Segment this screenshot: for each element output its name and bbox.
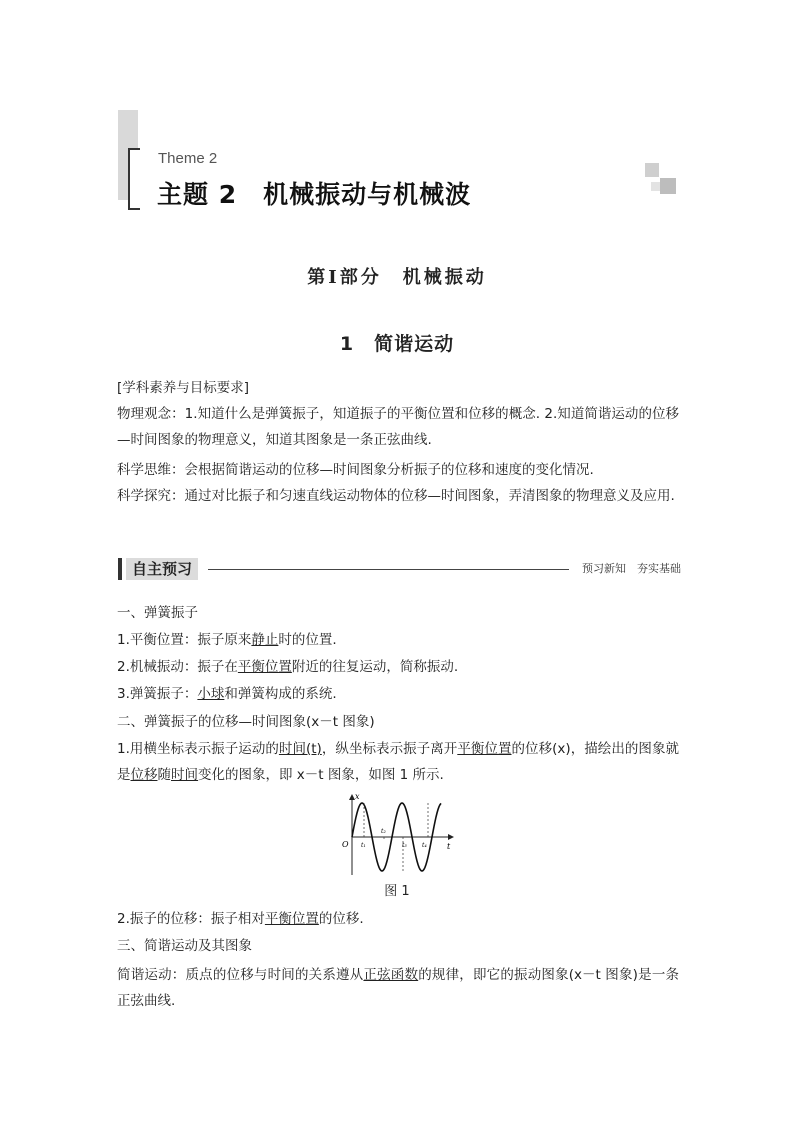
text: ，纵坐标表示振子离开 [321, 741, 458, 757]
text-line [117, 627, 679, 653]
objective-text: 通过对比振子和匀速直线运动物体的位移—时间图象，弄清图象的物理意义及应用. [184, 488, 675, 504]
text: 1.平衡位置：振子原来 [117, 632, 252, 648]
figure-caption: 图 1 [384, 884, 410, 899]
objective-text: 1.知道什么是弹簧振子，知道振子的平衡位置和位移的概念. 2.知道简谐运动的位移—时间图象的物理意义，知道其图象是一条正弦曲线. [117, 406, 680, 448]
text-line [117, 906, 679, 932]
text-line [117, 654, 679, 680]
text: 3.弹簧振子： [117, 686, 198, 702]
t4-label: t₄ [422, 842, 427, 849]
text: 随 [157, 767, 171, 783]
text-line [117, 681, 679, 707]
xt-graph-figure [340, 789, 460, 879]
header-bracket [128, 148, 140, 210]
text: 的位移(x)，描绘出的图象就是 [117, 741, 680, 783]
underlined-term: 时间(t) [278, 741, 322, 757]
part-title: 第Ⅰ部分 机械振动 [307, 267, 487, 288]
text: 和弹簧构成的系统. [224, 686, 337, 702]
underlined-term: 平衡位置 [457, 741, 512, 757]
section-heading: 三、简谐运动及其图象 [117, 938, 252, 954]
text: 变化的图象，即 x－t 图象，如图 1 所示. [198, 767, 444, 783]
objective-label: 科学思维： [117, 462, 185, 478]
objective-item [117, 401, 679, 453]
x-axis-label: x [355, 792, 360, 801]
section-heading: 一、弹簧振子 [117, 605, 198, 621]
objective-item [117, 457, 679, 483]
objective-label: 物理观念： [117, 406, 185, 422]
objectives-heading: [学科素养与目标要求] [117, 380, 250, 396]
t1-label: t₁ [361, 842, 366, 849]
t3-label: t₃ [402, 842, 407, 849]
underlined-term: 位移 [130, 767, 158, 783]
objective-text: 会根据简谐运动的位移—时间图象分析振子的位移和速度的变化情况. [184, 462, 594, 478]
preview-tagline: 预习新知 夯实基础 [582, 562, 681, 575]
text: 2.机械振动：振子在 [117, 659, 238, 675]
t2-label: t₂ [381, 828, 386, 835]
text: 1.用横坐标表示振子运动的 [117, 741, 279, 757]
section-heading: 二、弹簧振子的位移—时间图象(x－t 图象) [117, 714, 375, 730]
underlined-term: 小球 [197, 686, 225, 702]
preview-marker [118, 558, 122, 580]
text: 的规律，即它的振动图象(x－t 图象)是一条正弦曲线. [117, 967, 680, 1009]
text: 简谐运动：质点的位移与时间的关系遵从 [117, 967, 364, 983]
preview-label: 自主预习 [126, 558, 198, 580]
underlined-term: 平衡位置 [237, 659, 292, 675]
paragraph [117, 736, 679, 788]
section-title: 1 简谐运动 [339, 333, 455, 355]
underlined-term: 时间 [171, 767, 198, 783]
text: 时的位置. [278, 632, 337, 648]
t-axis-label: t [447, 842, 451, 851]
underlined-term: 静止 [251, 632, 279, 648]
page-title: 主题 2 机械振动与机械波 [157, 180, 472, 209]
text: 2.振子的位移：振子相对 [117, 911, 265, 927]
preview-section-bar [118, 556, 681, 582]
decor-square [660, 178, 676, 194]
objective-item [117, 483, 679, 509]
origin-label: O [342, 840, 349, 849]
text: 附近的往复运动，简称振动. [291, 659, 459, 675]
paragraph [117, 962, 679, 1014]
preview-divider [208, 569, 569, 570]
objective-label: 科学探究： [117, 488, 185, 504]
decor-square [651, 182, 660, 191]
underlined-term: 正弦函数 [363, 967, 419, 983]
theme-label: Theme 2 [158, 150, 218, 167]
underlined-term: 平衡位置 [264, 911, 319, 927]
decor-square [645, 163, 659, 177]
text: 的位移. [318, 911, 364, 927]
